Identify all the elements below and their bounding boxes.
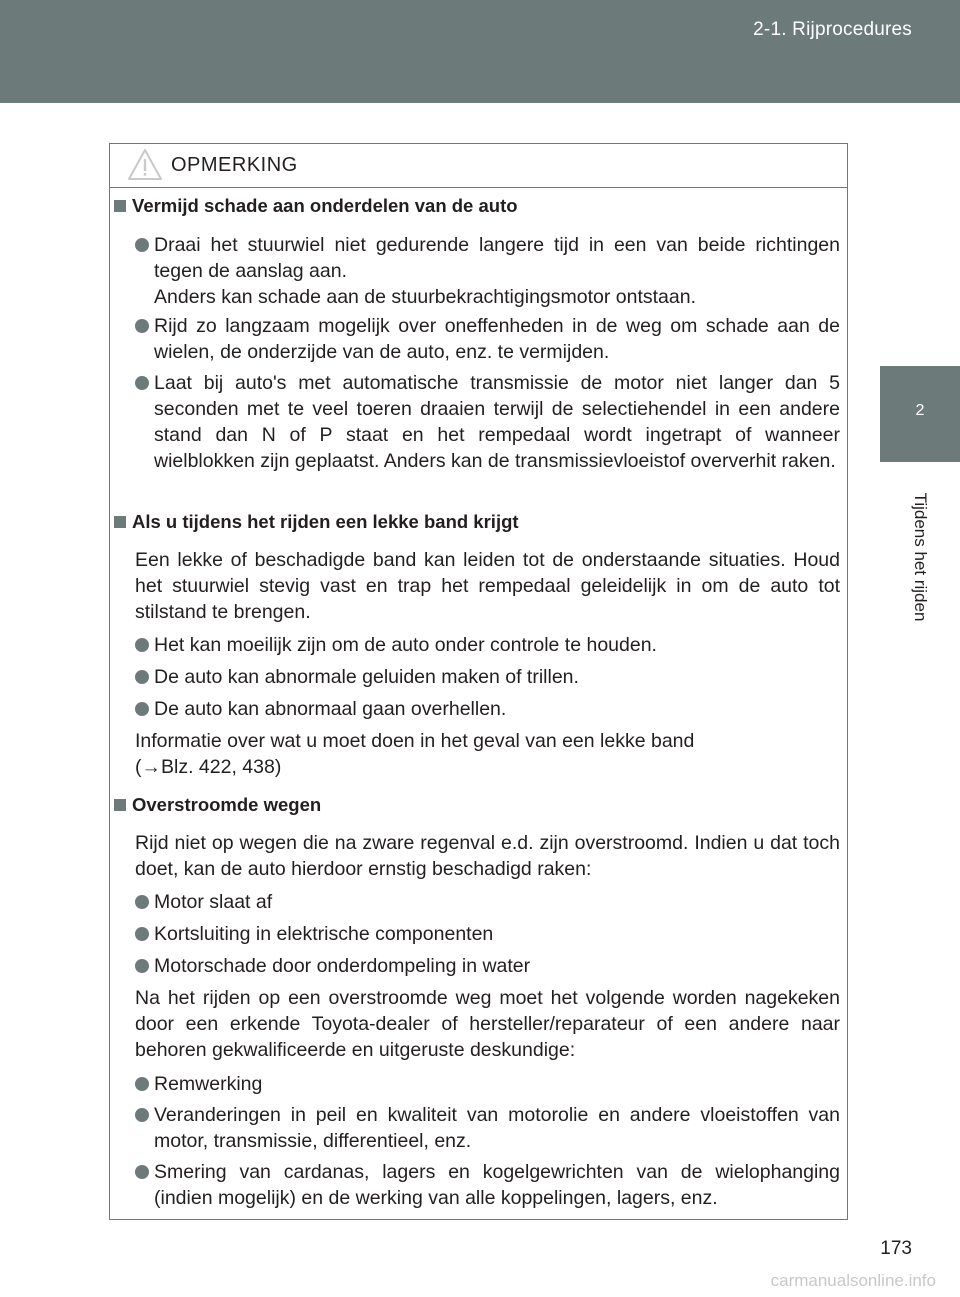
list-item (135, 1102, 840, 1154)
bullet-text: Veranderingen in peil en kwaliteit van motorolie en andere vloeistoffen van motor, transmissie, differentieel, enz. (154, 1104, 840, 1152)
bullet-text: Kortsluiting in elektrische componenten (154, 923, 494, 945)
watermark: carmanualsonline.info (770, 1271, 936, 1290)
section-heading: Vermijd schade aan onderdelen van de auto (114, 193, 518, 219)
bullet-icon (135, 1108, 149, 1122)
bullet-text: De auto kan abnormale geluiden maken of trillen. (154, 666, 579, 688)
bullet-text: Motorschade door onderdompeling in water (154, 955, 531, 977)
bullet-text: Rijd zo langzaam mogelijk over oneffenheden in de weg om schade aan de wielen, de onderzijde van de auto, enz. te vermijden. (154, 315, 840, 363)
header-band (0, 0, 960, 103)
bullet-text: Remwerking (154, 1073, 263, 1095)
list-item (135, 921, 840, 947)
list-item (135, 664, 840, 690)
chapter-title-wrap (880, 462, 960, 652)
bullet-text: Draai het stuurwiel niet gedurende langere tijd in een van beide richtingen tegen de aanslag aan. (154, 234, 840, 282)
list-item (135, 953, 840, 979)
bullet-icon (135, 702, 149, 716)
list-item (135, 370, 840, 474)
bullet-text: Smering van cardanas, lagers en kogelgewrichten van de wielophanging (indien mogelijk) en de werking van alle koppelingen, lagers, enz. (154, 1161, 840, 1209)
section-heading: Als u tijdens het rijden een lekke band krijgt (114, 509, 519, 535)
bullet-text: Het kan moeilijk zijn om de auto onder controle te houden. (154, 634, 657, 656)
bullet-text: De auto kan abnormaal gaan overhellen. (154, 698, 507, 720)
list-item (135, 632, 840, 658)
list-item (135, 889, 840, 915)
chapter-title: Tijdens het rijden (911, 492, 930, 622)
bullet-text: Motor slaat af (154, 891, 273, 913)
bullet-icon (135, 1077, 149, 1091)
list-item (135, 696, 840, 722)
bullet-icon (135, 638, 149, 652)
section-heading: Overstroomde wegen (114, 792, 321, 818)
notice-box (109, 143, 848, 1220)
notice-title: OPMERKING (171, 154, 298, 176)
list-item (135, 232, 840, 310)
chapter-number: 2 (915, 402, 925, 419)
bullet-icon (135, 238, 149, 252)
page-reference: (→Blz. 422, 438) (135, 756, 282, 778)
list-item (135, 313, 840, 365)
section-title: 2-1. Rijprocedures (753, 19, 912, 40)
bullet-icon (135, 895, 149, 909)
bullet-text-continued: Anders kan schade aan de stuurbekrachtigingsmotor ontstaan. (154, 286, 697, 308)
bullet-icon (135, 319, 149, 333)
warning-triangle-icon (127, 148, 163, 182)
paragraph: Rijd niet op wegen die na zware regenval e.d. zijn overstroomd. Indien u dat toch doet, kan de auto hierdoor ernstig beschadigd raken: (135, 832, 840, 880)
list-item (135, 1159, 840, 1211)
notice-header (110, 144, 847, 188)
bullet-icon (135, 927, 149, 941)
bullet-icon (135, 376, 149, 390)
bullet-icon (135, 1165, 149, 1179)
chapter-tab (880, 366, 960, 462)
list-item (135, 1071, 840, 1097)
bullet-icon (135, 959, 149, 973)
paragraph (135, 728, 840, 780)
paragraph: Na het rijden op een overstroomde weg moet het volgende worden nagekeken door een erkende Toyota-dealer of hersteller/reparateur of een andere naar behoren gekwalificeerde en uitgeruste deskundige: (135, 987, 840, 1061)
bullet-text: Laat bij auto's met automatische transmissie de motor niet langer dan 5 seconden met te veel toeren draaien terwijl de selectiehendel in een andere stand dan N of P staat en het rempedaal wordt ingetrapt of wanneer wielblokken zijn geplaatst. Anders kan de transmissievloeistof oververhit raken. (154, 372, 840, 472)
bullet-icon (135, 670, 149, 684)
page-number: 173 (880, 1238, 912, 1259)
reference-text: Informatie over wat u moet doen in het geval van een lekke band (135, 730, 695, 752)
paragraph: Een lekke of beschadigde band kan leiden tot de onderstaande situaties. Houd het stuurwiel stevig vast en trap het rempedaal geleidelijk in om de auto tot stilstand te brengen. (135, 549, 840, 623)
